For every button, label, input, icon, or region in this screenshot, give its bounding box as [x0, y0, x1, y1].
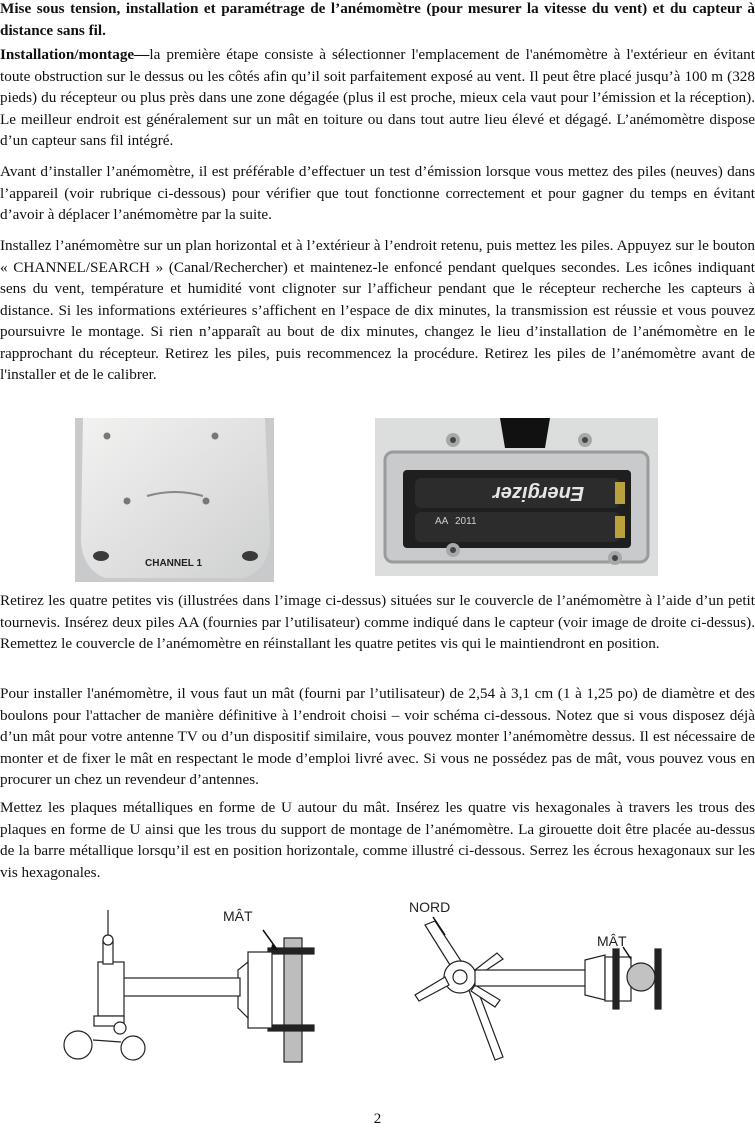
battery-type: AA — [435, 516, 449, 527]
section-heading: Mise sous tension, installation et paramétrage de l’anémomètre (pour mesurer la vitesse du vent) et du capteur à distance sans fil. — [0, 0, 755, 39]
page-number: 2 — [373, 1111, 382, 1127]
paragraph-mast: Pour installer l'anémomètre, il vous faut un mât (fourni par l’utilisateur) de 2,54 à 3,1 cm (1 à 1,25 po) de diamètre et des boulons pour l'attacher de manière définitive à l’endroit choisi – voir schéma ci-dessous. Notez que si vous disposez déjà d’un mât pour votre antenne TV ou d’un dispositif similaire, vous pouvez monter l’anémomètre dessus. Il est nécessaire de monter et de fixer le mât en respectant le mode d’emploi livré avec. Si vous ne possédez pas de mât, vous pouvez vous en procurer un chez un revendeur d’antennes. — [0, 685, 755, 788]
battery-year: 2011 — [455, 516, 477, 527]
paragraph-text: la première étape consiste à sélectionner l'emplacement de l'anémomètre à l'extérieur en évitant toute obstruction sur le dessus ou les côtés afin qu’il soit parfaitement exposé au vent. Il peut être placé jusqu’à 100 m (328 pieds) du récepteur ou plus près dans une zone dégagée (plus il est proche, mieux cela vaut pour l’émission et la réception). Le meilleur endroit est généralement sur un mât en toiture ou dans tout autre lieu élevé et dégagé. L’anémomètre dispose d’un capteur sans fil intégré. — [0, 46, 755, 149]
side-view-illustration — [58, 900, 328, 1070]
paragraph-test: Avant d’installer l’anémomètre, il est préférable d’effectuer un test d’émission lorsque vous mettez des piles (neuves) dans l’appareil (voir rubrique ci-dessous) pour vérifier que tout fonctionne correctement et pour gagner du temps en évitant d’avoir à déplacer l’anémomètre par la suite. — [0, 163, 755, 223]
channel-label: CHANNEL 1 — [145, 558, 203, 569]
diagram-top-view — [405, 915, 675, 1070]
paragraph-mounting: Mettez les plaques métalliques en forme de U autour du mât. Insérez les quatre vis hexagonales à travers les trous des plaques en forme de U ainsi que les trous du support de montage de l’anémomètre. La girouette doit être placée au-dessus de la barre métallique lorsqu’il est en position horizontale, comme illustré ci-dessous. Serrez les écrous hexagonaux sur les vis hexagonales. — [0, 799, 755, 881]
diagram-side-view — [58, 900, 328, 1070]
top-view-illustration — [405, 915, 675, 1070]
photo-battery-compartment — [375, 418, 658, 576]
paragraph-procedure: Installez l’anémomètre sur un plan horizontal et à l’extérieur à l’endroit retenu, puis mettez les piles. Appuyez sur le bouton « CHANNEL/SEARCH » (Canal/Rechercher) et maintenez-le enfoncé pendant quelques secondes. Les icônes indiquant sens du vent, température et humidité vont clignoter sur l’afficheur pendant que le récepteur recherche les capteurs à distance. Si les informations extérieures s’affichent en l’espace de dix minutes, la transmission est réussie et vous pouvez poursuivre le montage. Si rien n’apparaît au bout de dix minutes, changez le lieu d’installation de l’anémomètre en le rapprochant du récepteur. Retirez les piles, puis recommencez la procédure. Retirez les piles de l’anémomètre avant de l'installer et de le calibrer. — [0, 237, 755, 383]
diagram-right-mast-label: MÂT — [597, 933, 627, 949]
photo-sensor-cover — [75, 418, 274, 582]
paragraph-installation — [0, 44, 755, 152]
battery-brand: Energizer — [493, 482, 585, 504]
paragraph-screws: Retirez les quatre petites vis (illustrées dans l’image ci-dessus) situées sur le couvercle de l’anémomètre à l’aide d’un petit tournevis. Insérez deux piles AA (fournies par l’utilisateur) comme indiqué dans le capteur (voir image de droite ci-dessus). Remettez le couvercle de l’anémomètre en réinstallant les quatre petites vis qui le maintiendront en position. — [0, 592, 755, 652]
paragraph-lead: Installation/montage— — [0, 46, 150, 63]
diagram-left-mast-label: MÂT — [223, 908, 253, 924]
diagram-north-label: NORD — [409, 899, 451, 915]
